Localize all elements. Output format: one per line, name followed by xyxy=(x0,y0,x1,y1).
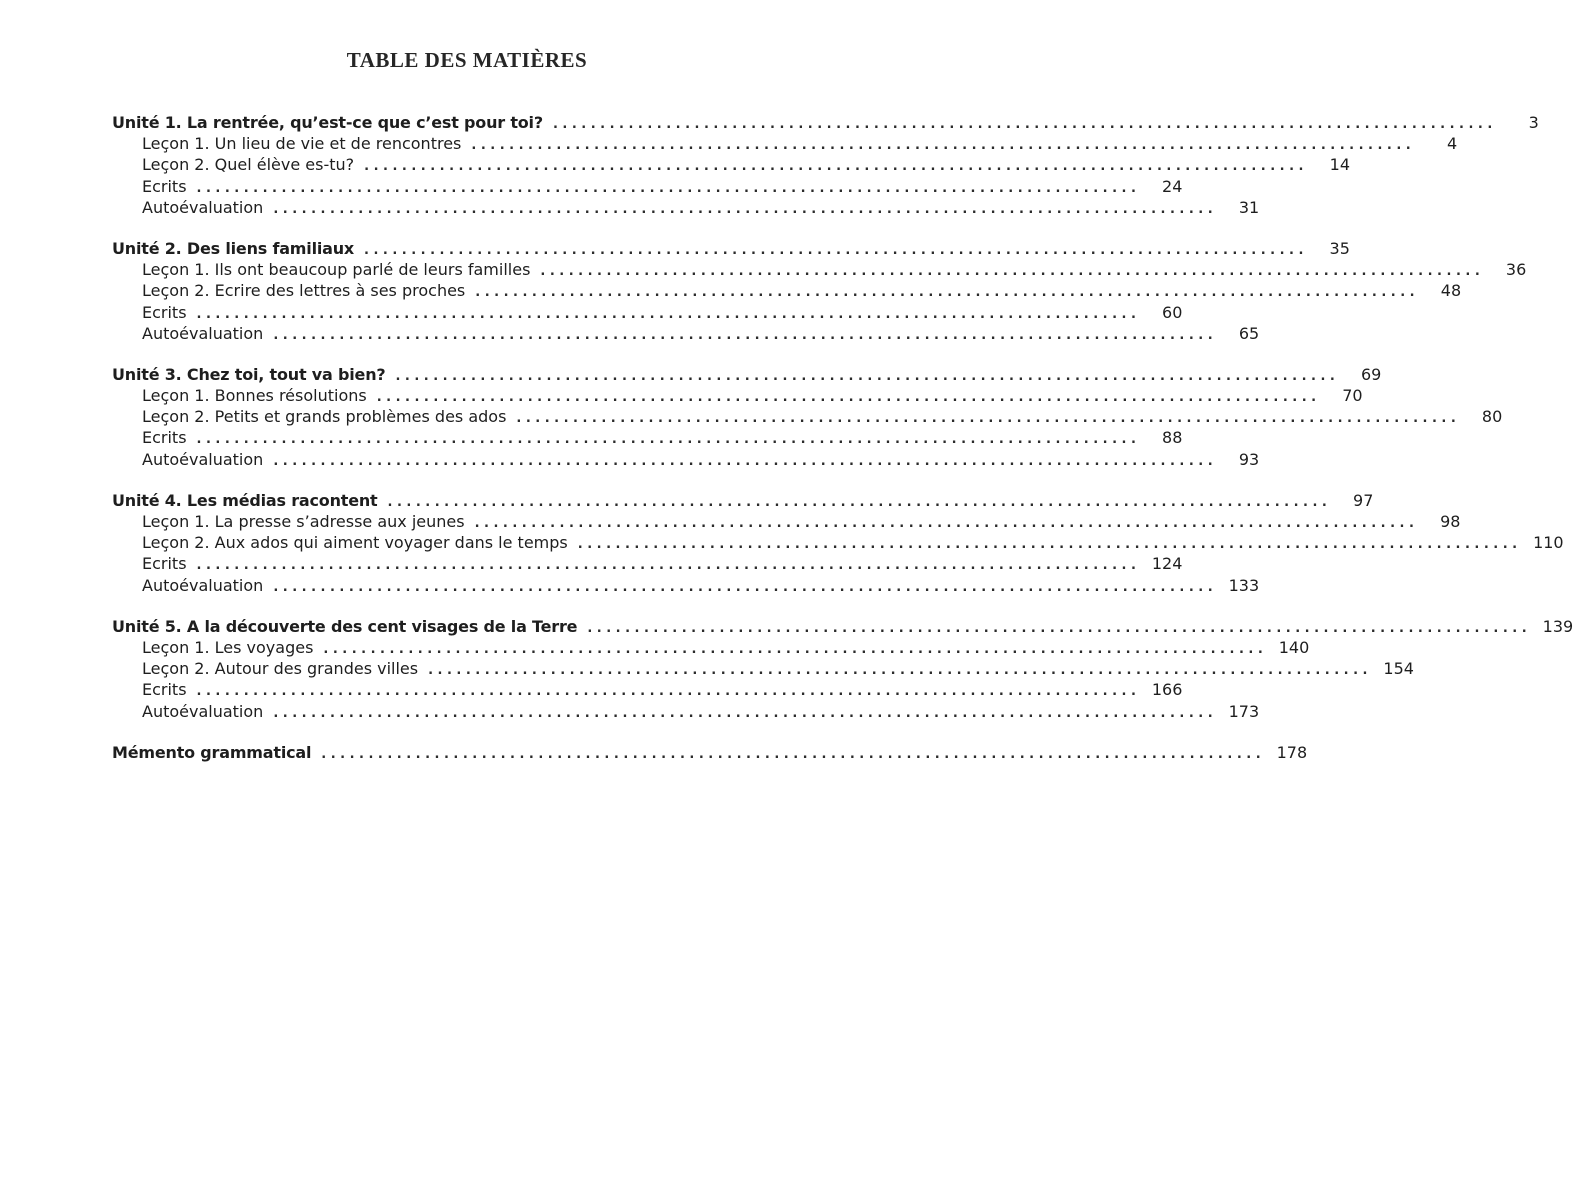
dot-leader: .................................................................................................... xyxy=(321,746,1266,762)
toc-unit-heading[interactable] xyxy=(112,490,1374,511)
toc-page-number: 35 xyxy=(1329,238,1350,258)
toc-page-number: 3 xyxy=(1528,113,1539,132)
toc-entry-label: Leçon 1. La presse s’adresse aux jeunes xyxy=(142,512,465,531)
toc-unit-title: Mémento grammatical xyxy=(112,742,312,762)
toc-entry[interactable] xyxy=(112,133,1458,154)
toc-unit-5 xyxy=(112,616,1573,722)
toc-entry[interactable] xyxy=(112,385,1363,406)
table-of-contents xyxy=(112,112,1573,783)
toc-page-number: 36 xyxy=(1505,260,1527,280)
toc-page-number: 140 xyxy=(1278,637,1310,657)
toc-page-number: 31 xyxy=(1238,197,1260,217)
dot-leader: .................................................................................................... xyxy=(364,159,1308,175)
toc-page-number: 154 xyxy=(1383,659,1414,679)
toc-entry[interactable] xyxy=(112,449,1260,470)
toc-page-number: 97 xyxy=(1353,490,1374,510)
toc-entry[interactable] xyxy=(112,511,1461,532)
dot-leader: .................................................................................................... xyxy=(364,242,1308,258)
toc-page-number: 139 xyxy=(1542,616,1573,636)
dot-leader: .................................................................................................... xyxy=(273,579,1218,595)
toc-entry-label: Leçon 1. Un lieu de vie et de rencontres xyxy=(142,134,462,154)
toc-unit-heading[interactable] xyxy=(112,742,1308,763)
toc-page-number: 93 xyxy=(1238,449,1260,469)
toc-entry[interactable] xyxy=(112,259,1527,280)
toc-entry[interactable] xyxy=(112,323,1260,344)
toc-unit-title: Unité 5. A la découverte des cent visages de la Terre xyxy=(112,616,578,636)
toc-entry-label: Leçon 2. Petits et grands problèmes des ados xyxy=(142,407,507,427)
toc-entry[interactable] xyxy=(112,679,1183,700)
toc-unit-heading[interactable] xyxy=(112,238,1350,259)
toc-entry[interactable] xyxy=(112,154,1350,175)
toc-entry-label: Leçon 2. Aux ados qui aiment voyager dans le temps xyxy=(142,533,568,553)
toc-unit-title: Unité 4. Les médias racontent xyxy=(112,490,378,510)
toc-entry[interactable] xyxy=(112,302,1183,323)
dot-leader: .................................................................................................... xyxy=(196,180,1141,196)
toc-entry[interactable] xyxy=(112,658,1414,679)
toc-entry-label: Leçon 1. Les voyages xyxy=(142,637,314,657)
toc-page-number: 4 xyxy=(1447,134,1458,154)
toc-entry[interactable] xyxy=(112,406,1503,427)
toc-entry-label: Leçon 2. Quel élève es-tu? xyxy=(142,155,355,175)
toc-page-number: 173 xyxy=(1228,701,1260,721)
toc-unit-title: Unité 2. Des liens familiaux xyxy=(112,238,355,258)
dot-leader: .................................................................................................... xyxy=(196,558,1141,574)
toc-entry[interactable] xyxy=(112,701,1260,722)
dot-leader: .................................................................................................... xyxy=(196,684,1141,700)
dot-leader: .................................................................................................... xyxy=(474,516,1419,531)
toc-entry[interactable] xyxy=(112,197,1260,218)
toc-page-number: 48 xyxy=(1440,281,1462,301)
dot-leader: .................................................................................................... xyxy=(540,264,1485,280)
dot-leader: .................................................................................................... xyxy=(273,453,1218,469)
dot-leader: .................................................................................................... xyxy=(376,390,1321,406)
dot-leader: .................................................................................................... xyxy=(577,537,1522,553)
toc-entry[interactable] xyxy=(112,427,1183,448)
toc-unit-3 xyxy=(112,364,1503,470)
dot-leader: .................................................................................................... xyxy=(471,138,1416,154)
dot-leader: .................................................................................................... xyxy=(273,201,1218,217)
toc-entry[interactable] xyxy=(112,553,1183,574)
dot-leader: .................................................................................................... xyxy=(475,285,1420,301)
toc-entry-label: Ecrits xyxy=(142,302,187,322)
toc-page-number: 69 xyxy=(1360,364,1382,384)
dot-leader: .................................................................................................... xyxy=(552,117,1497,132)
toc-entry[interactable] xyxy=(112,575,1260,596)
toc-unit-heading[interactable] xyxy=(112,616,1573,637)
toc-entry[interactable] xyxy=(112,532,1564,553)
toc-page-number: 98 xyxy=(1440,512,1461,531)
toc-unit-title: Unité 1. La rentrée, qu’est-ce que c’est pour toi? xyxy=(112,113,543,132)
toc-page-number: 110 xyxy=(1533,533,1564,553)
toc-entry-label: Autoévaluation xyxy=(142,449,264,469)
toc-unit-heading[interactable] xyxy=(112,364,1382,385)
dot-leader: .................................................................................................... xyxy=(587,620,1532,636)
dot-leader: .................................................................................................... xyxy=(516,411,1461,427)
toc-page-number: 70 xyxy=(1342,386,1363,406)
dot-leader: .................................................................................................... xyxy=(273,705,1218,721)
toc-entry-label: Autoévaluation xyxy=(142,701,264,721)
toc-unit-4 xyxy=(112,490,1564,596)
toc-unit-1 xyxy=(112,112,1539,218)
dot-leader: .................................................................................................... xyxy=(395,368,1340,384)
toc-entry-label: Autoévaluation xyxy=(142,197,264,217)
dot-leader: .................................................................................................... xyxy=(428,663,1372,679)
dot-leader: .................................................................................................... xyxy=(196,432,1141,448)
toc-unit-2 xyxy=(112,238,1527,344)
toc-page-number: 14 xyxy=(1329,155,1350,175)
toc-entry-label: Autoévaluation xyxy=(142,575,264,595)
dot-leader: .................................................................................................... xyxy=(196,306,1141,322)
toc-entry-label: Ecrits xyxy=(142,680,187,700)
toc-entry-label: Leçon 1. Ils ont beaucoup parlé de leurs familles xyxy=(142,260,531,280)
dot-leader: .................................................................................................... xyxy=(273,327,1218,343)
toc-page-number: 60 xyxy=(1162,302,1183,322)
dot-leader: .................................................................................................... xyxy=(387,494,1332,510)
toc-page-number: 24 xyxy=(1162,176,1183,196)
toc-page-number: 124 xyxy=(1151,554,1183,574)
toc-entry-label: Leçon 2. Autour des grandes villes xyxy=(142,659,419,679)
toc-entry-label: Leçon 1. Bonnes résolutions xyxy=(142,386,367,406)
page-title: TABLE DES MATIÈRES xyxy=(346,48,588,72)
toc-page-number: 133 xyxy=(1228,575,1260,595)
toc-entry-label: Ecrits xyxy=(142,176,187,196)
toc-entry-label: Autoévaluation xyxy=(142,323,264,343)
toc-unit-heading[interactable] xyxy=(112,112,1539,133)
toc-page-number: 166 xyxy=(1151,680,1183,700)
toc-entry-label: Leçon 2. Ecrire des lettres à ses proches xyxy=(142,281,466,301)
toc-entry-label: Ecrits xyxy=(142,554,187,574)
toc-entry[interactable] xyxy=(112,280,1462,301)
toc-entry[interactable] xyxy=(112,637,1310,658)
toc-page-number: 80 xyxy=(1481,407,1503,427)
toc-entry[interactable] xyxy=(112,176,1183,197)
toc-entry-label: Ecrits xyxy=(142,428,187,448)
toc-page-number: 178 xyxy=(1276,742,1308,762)
dot-leader: .................................................................................................... xyxy=(323,641,1268,657)
toc-page-number: 88 xyxy=(1162,428,1183,448)
toc-page-number: 65 xyxy=(1238,323,1260,343)
toc-memento xyxy=(112,742,1308,763)
toc-unit-title: Unité 3. Chez toi, tout va bien? xyxy=(112,364,386,384)
